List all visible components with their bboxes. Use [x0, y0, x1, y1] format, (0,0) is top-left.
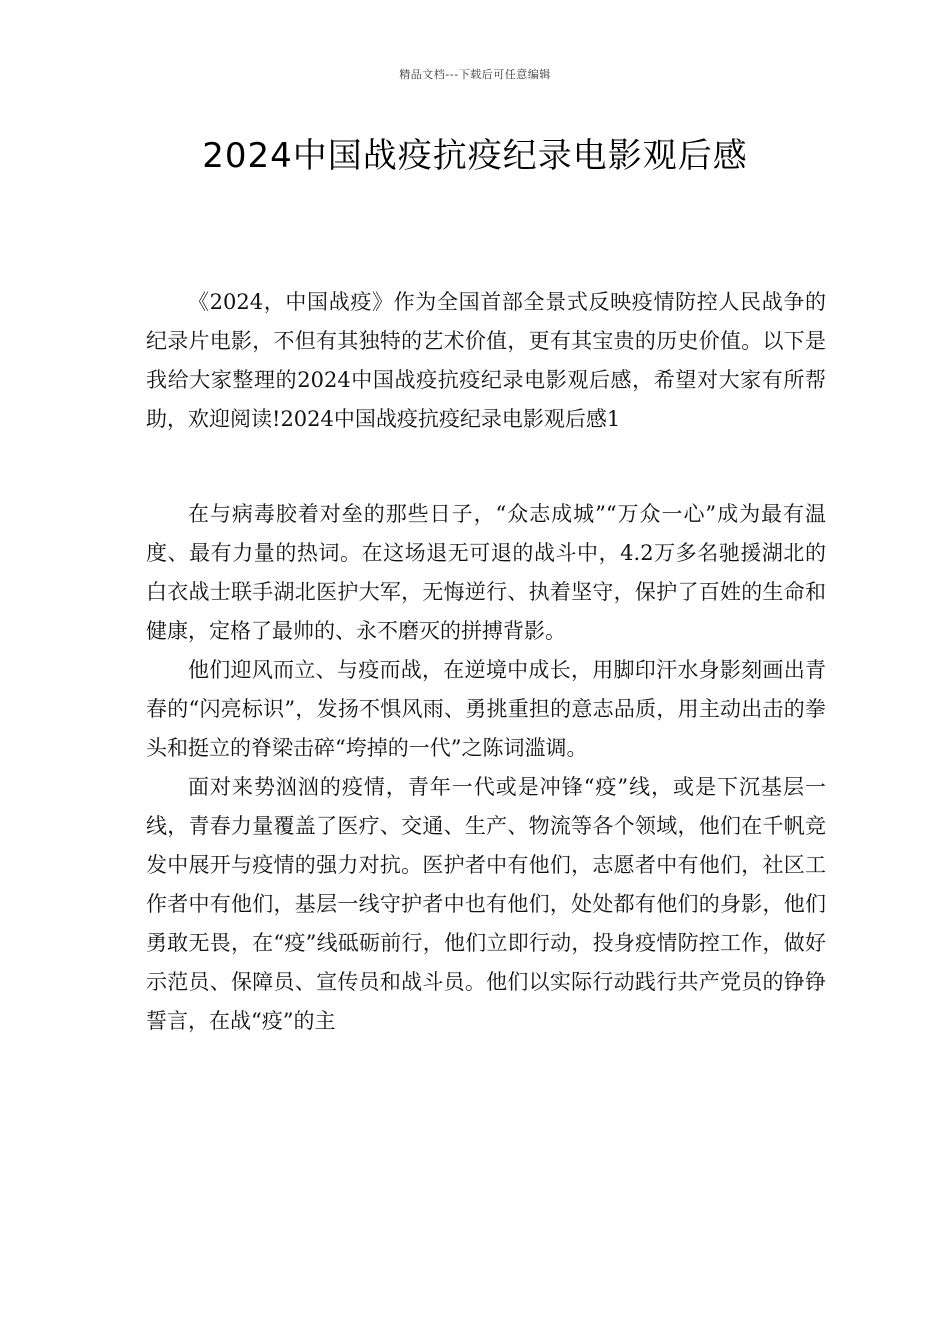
paragraph-3: 面对来势汹汹的疫情，青年一代或是冲锋“疫”线，或是下沉基层一线，青春力量覆盖了医疗、交通、生产、物流等各个领域，他们在千帆竞发中展开与疫情的强力对抗。医护者中有他们，志愿者中有他们，社区工作者中有他们，基层一线守护者中也有他们，处处都有他们的身影，他们勇敢无畏，在“疫”线砥砺前行，他们立即行动，投身疫情防控工作，做好示范员、保障员、宣传员和战斗员。他们以实际行动践行共产党员的铮铮誓言，在战“疫”的主 [146, 775, 826, 1033]
document-body [146, 283, 826, 1041]
paragraph-gap [146, 439, 826, 495]
document-title: 2024中国战疫抗疫纪录电影观后感 [202, 136, 748, 176]
paragraph-1: 在与病毒胶着对垒的那些日子，“众志成城”“万众一心”成为最有温度、最有力量的热词。在这场退无可退的战斗中，4.2万多名驰援湖北的白衣战士联手湖北医护大军，无悔逆行、执着坚守，保护了百姓的生命和健康，定格了最帅的、永不磨灭的拼搏背影。 [146, 502, 826, 643]
header-note: 精品文档---下载后可任意编辑 [399, 68, 551, 81]
paragraph-2: 他们迎风而立、与疫而战，在逆境中成长，用脚印汗水身影刻画出青春的“闪亮标识”，发扬不惧风雨、勇挑重担的意志品质，用主动出击的拳头和挺立的脊梁击碎“垮掉的一代”之陈词滥调。 [146, 658, 826, 760]
paragraph-intro: 《2024，中国战疫》作为全国首部全景式反映疫情防控人民战争的纪录片电影，不但有其独特的艺术价值，更有其宝贵的历史价值。以下是我给大家整理的2024中国战疫抗疫纪录电影观后感，希望对大家有所帮助，欢迎阅读!2024中国战疫抗疫纪录电影观后感1 [146, 290, 826, 431]
